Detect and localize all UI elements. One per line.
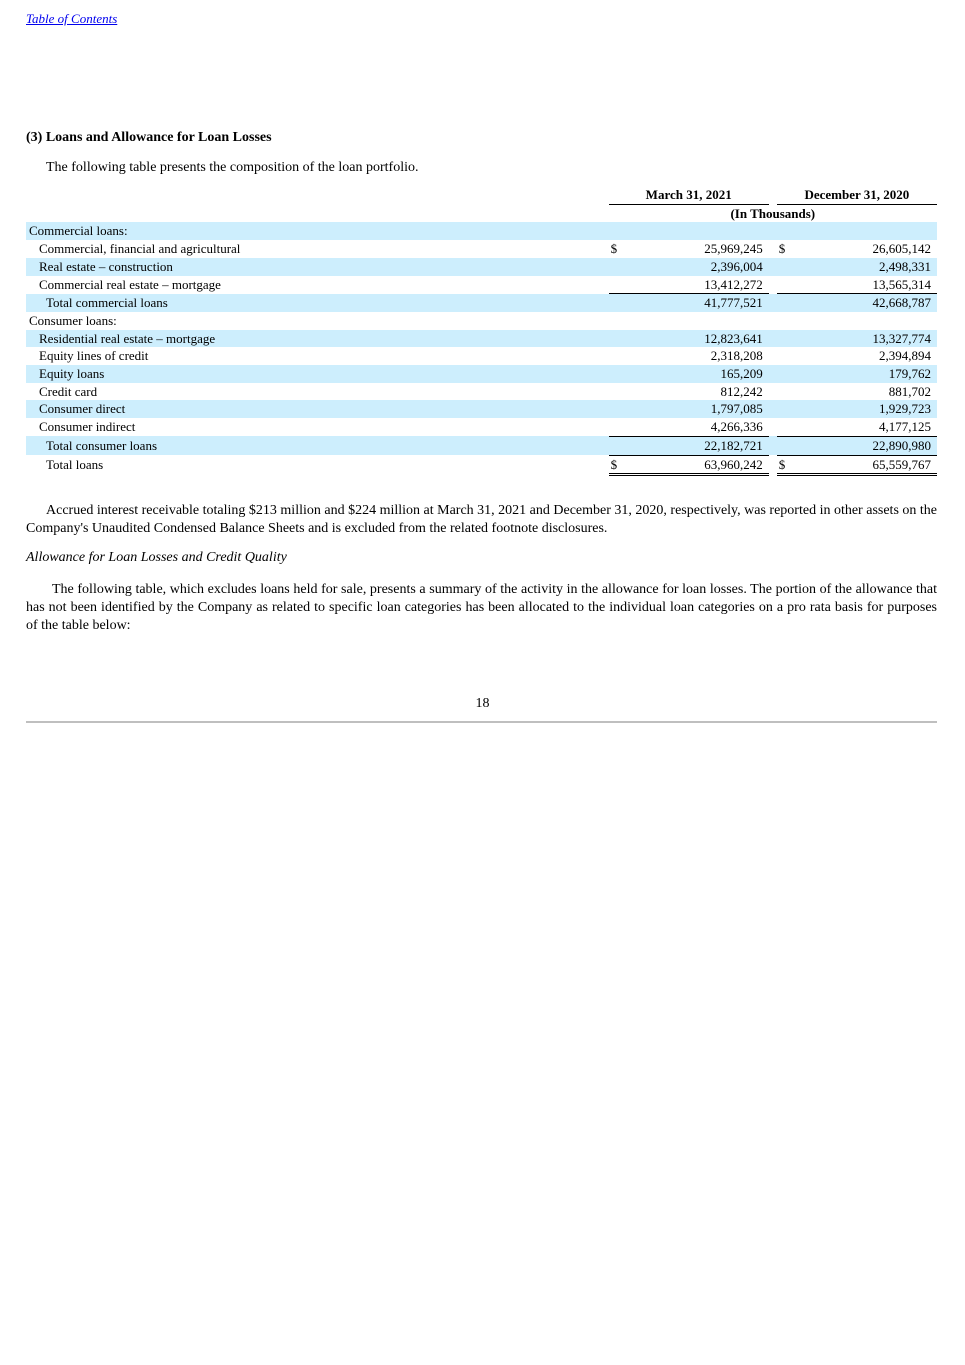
value-march-2021: 12,823,641: [623, 330, 769, 348]
table-row: [26, 418, 937, 436]
table-row: [26, 365, 937, 383]
table-row: [26, 222, 937, 240]
section-title: (3) Loans and Allowance for Loan Losses: [26, 130, 272, 145]
value-march-2021: 2,396,004: [623, 258, 769, 276]
value-december-2020: 13,565,314: [872, 276, 931, 292]
accrued-interest-paragraph: Accrued interest receivable totaling $213 million and $224 million at March 31, 2021 and December 31, 2020, respectively, was reported in other assets on the Company's Unaudited Condensed Balance Sheets and is excluded from the related footnote disclosures.: [26, 503, 937, 536]
value-december-2020: 179,762: [791, 365, 937, 383]
table-of-contents-link[interactable]: Table of Contents: [26, 11, 118, 26]
table-row: [26, 240, 937, 258]
row-label: Equity loans: [26, 365, 609, 383]
dollar-sign: $: [778, 241, 786, 257]
table-row: [26, 383, 937, 401]
row-label: Credit card: [39, 383, 98, 399]
table-row: [26, 347, 937, 365]
row-label: Real estate – construction: [26, 258, 609, 276]
value-december-2020: 65,559,767: [791, 455, 937, 475]
column-header-march-2021: March 31, 2021: [609, 186, 769, 204]
value-december-2020: 42,668,787: [791, 294, 937, 312]
page-number: 18: [475, 696, 490, 711]
value-december-2020: 881,702: [888, 383, 931, 399]
dollar-sign: $: [609, 455, 623, 475]
units-label: (In Thousands): [730, 205, 816, 221]
value-march-2021: 13,412,272: [704, 276, 763, 292]
value-march-2021: 2,318,208: [710, 348, 763, 364]
table-row: [26, 330, 937, 348]
table-row: [26, 258, 937, 276]
table-row: [26, 400, 937, 418]
value-december-2020: 2,498,331: [791, 258, 937, 276]
table-row: [26, 312, 937, 330]
row-label: Residential real estate – mortgage: [26, 330, 609, 348]
value-march-2021: 812,242: [720, 383, 763, 399]
value-march-2021: 41,777,521: [623, 294, 769, 312]
row-label: Total consumer loans: [26, 436, 609, 455]
row-label: Consumer loans:: [29, 312, 117, 328]
value-december-2020: 26,605,142: [872, 241, 931, 257]
allowance-subheading: Allowance for Loan Losses and Credit Quality: [26, 550, 287, 565]
table-row-grand-total: [26, 455, 937, 475]
row-label: Total commercial loans: [26, 294, 609, 312]
value-december-2020: 2,394,894: [879, 348, 931, 364]
dollar-sign: $: [610, 241, 618, 257]
row-label: Commercial loans:: [26, 222, 609, 240]
value-march-2021: 4,266,336: [710, 419, 763, 435]
row-label: Consumer indirect: [39, 419, 136, 435]
row-label: Commercial real estate – mortgage: [39, 276, 221, 292]
row-label: Consumer direct: [26, 400, 609, 418]
loan-portfolio-table: [26, 186, 937, 476]
value-march-2021: 22,182,721: [623, 436, 769, 455]
value-december-2020: 1,929,723: [791, 400, 937, 418]
allowance-paragraph: The following table, which excludes loans held for sale, presents a summary of the activity in the allowance for loan losses. The portion of the allowance that has not been identified by the Company as related to specific loan categories has been allocated to the individual loan categories on a pro rata basis for purposes of the table below:: [26, 582, 937, 633]
row-label: Commercial, financial and agricultural: [39, 241, 241, 257]
value-december-2020: 22,890,980: [791, 436, 937, 455]
table-header-row: [26, 186, 937, 204]
row-label: Total loans: [46, 457, 104, 473]
value-march-2021: 63,960,242: [623, 455, 769, 475]
footer-divider: [26, 721, 937, 723]
table-row-total: [26, 294, 937, 312]
column-header-december-2020: December 31, 2020: [777, 186, 937, 204]
row-label: Equity lines of credit: [39, 348, 149, 364]
table-row-total: [26, 436, 937, 455]
value-march-2021: 25,969,245: [704, 241, 763, 257]
table-row: [26, 276, 937, 294]
value-march-2021: 165,209: [623, 365, 769, 383]
table-units-row: [26, 204, 937, 222]
value-december-2020: 4,177,125: [879, 419, 931, 435]
dollar-sign: $: [777, 455, 791, 475]
value-december-2020: 13,327,774: [791, 330, 937, 348]
intro-text: The following table presents the composition of the loan portfolio.: [46, 160, 419, 175]
value-march-2021: 1,797,085: [623, 400, 769, 418]
